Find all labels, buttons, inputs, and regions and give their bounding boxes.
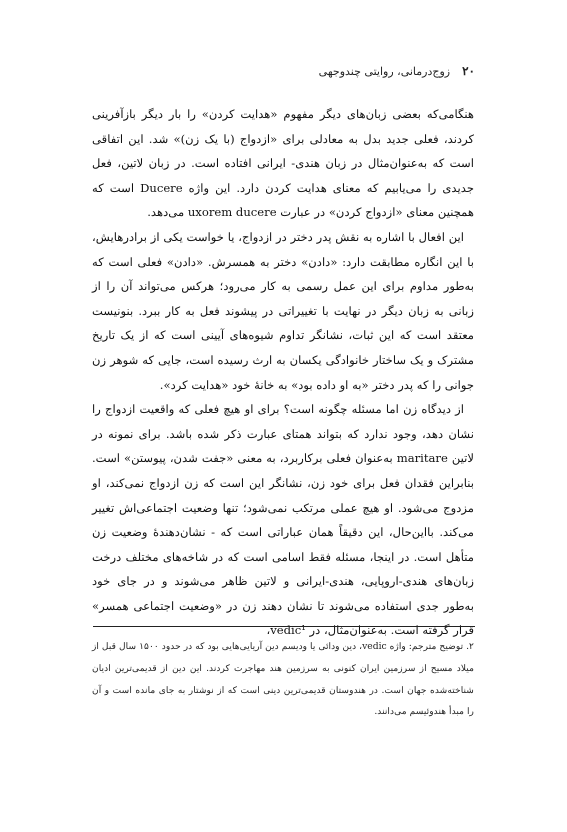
paragraph-1: هنگامی‌که بعضی زبان‌های دیگر مفهوم «هدایت کردن» را بار دیگر بازآفرینی کردند، فعلی جدید بدل به معادلی برای «ازدواج (با یک زن)» شد. این اتفاقی است که به‌عنوان‌مثال در زبان هندی- ایرانی افتاده است. در زبان لاتین، فعل جدیدی را می‌یابیم که معنای هدایت کردن دارد. این واژه Ducere است که همچنین معنای «ازدواج کردن» در عبارت uxorem ducere می‌دهد. [92,107,474,220]
footnote-divider [93,626,475,627]
paragraph-3: از دیدگاه زن اما مسئله چگونه است؟ برای او هیچ فعلی که واقعیت ازدواج را نشان دهد، وجود ندارد که بتواند همتای عبارت ذکر شده باشد. برای نمونه در لاتین maritare به‌عنوان فعلی برکاربرد، به معنی «جفت شدن، پیوستن» است. بنابراین فقدان فعل برای خود زن، نشانگر این است که زن ازدواج نمی‌کند، او مزدوج می‌شود. او هیچ عملی مرتکب نمی‌شود؛ تنها وضعیت اجتماعی‌اش تغییر می‌کند. بااین‌حال، این دقیقاً همان عباراتی است که - نشان‌دهندهٔ وضعیت زن متأهل است. در اینجا، مسئله فقط اسامی است که در شاخه‌های مختلف درخت زبان‌های هندی-اروپایی، هندی-ایرانی و لاتین ظاهر می‌شوند و در جای خود به‌طور جدی استفاده می‌شوند تا نشان دهند زن در «وضعیت اجتماعی همسر» قرار گرفته است. به‌عنوان‌مثال، در vedic¹، [92,402,474,638]
running-header [319,64,475,78]
running-title: زوج‌درمانی، روایتی چندوجهی [318,65,451,78]
footnote: ۲. توضیح مترجم: واژه vedic، دین ودائی یا ودیسم دین آریایی‌هایی بود که در حدود ۱۵۰۰ سال قبل از میلاد مسیح از سرزمین ایران کنونی به سرزمین هند مهاجرت کردند. این دین از قدیمی‌ترین ادیان شناخته‌شده جهان است. در هندوستان قدیمی‌ترین دینی است که از نوشتار به جای مانده است و آن را مبدأ هندوئیسم می‌دانند. [92,641,474,718]
paragraph-2: این افعال با اشاره به نقش پدر دختر در ازدواج، یا خواست یکی از برادرهایش، با این انگاره مطابقت دارد: «دادن» دختر به همسرش. «دادن» فعلی است که به‌طور مداوم برای این عمل رسمی به کار می‌رود؛ هرکس می‌تواند آن را از زبانی به زبان دیگر در نهایت با تغییراتی در پیشوند فعل به کار ببرد. بنونیست معتقد است که این ثبات، نشانگر تداوم شیوه‌های آیینی است که از یک تاریخ مشترک و یک ساختار خانوادگی یکسان به ارث رسیده است، جایی که شوهر زن جوانی را که پدر دختر «به او داده بود» به خانهٔ خود «هدایت کرد». [92,229,474,392]
body-text [92,102,474,643]
page-number: ۲۰ [462,64,475,78]
